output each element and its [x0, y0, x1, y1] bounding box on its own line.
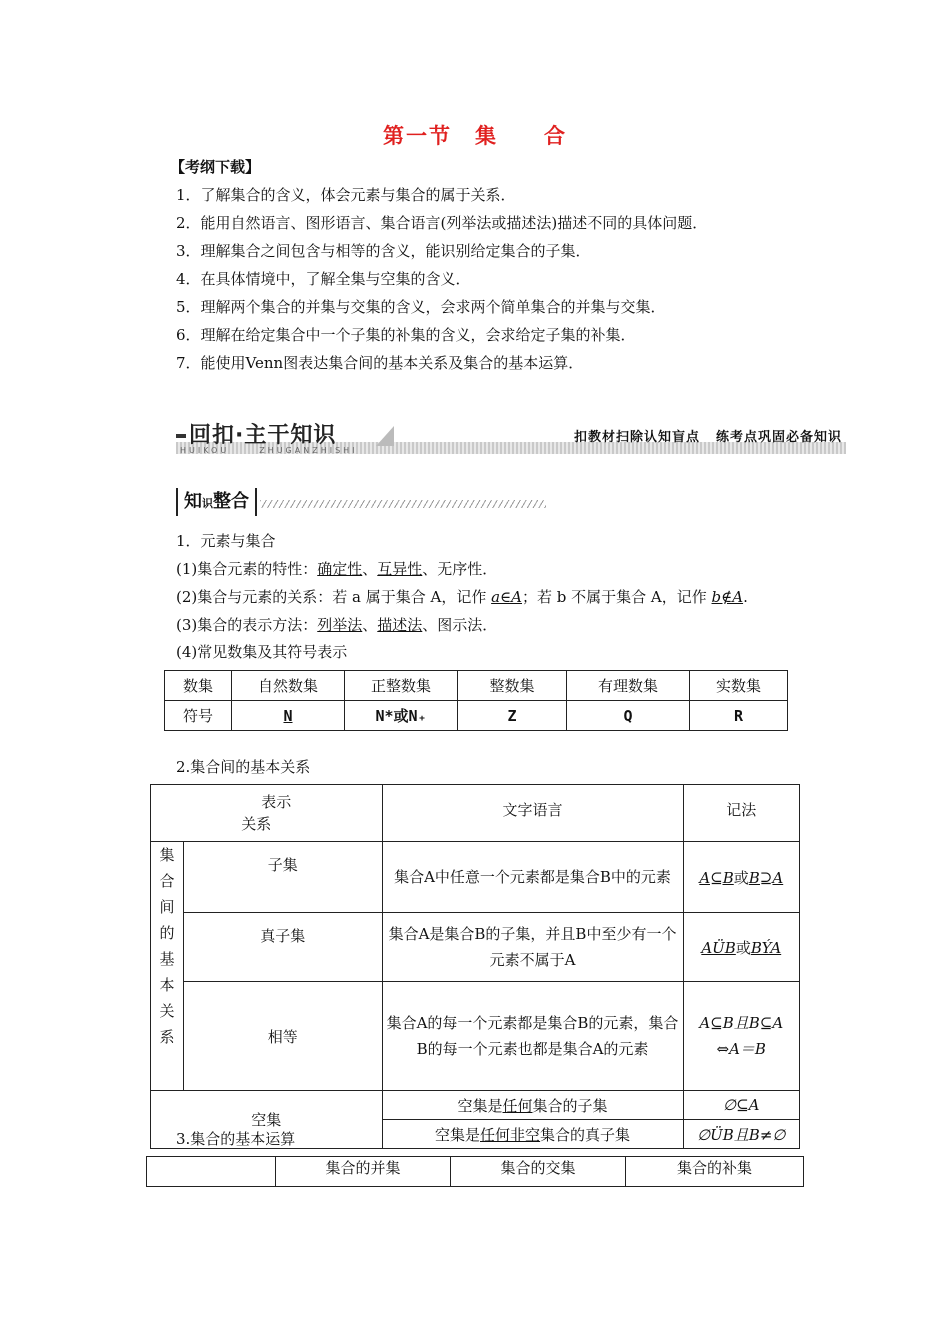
underlined-term: b∉A: [711, 588, 744, 606]
text: (1)集合元素的特性：: [176, 560, 318, 578]
table-cell: 子集: [184, 842, 383, 913]
knowledge-char: 知: [184, 491, 202, 512]
text: .: [743, 588, 748, 606]
group-label: 集合间的基本关系: [151, 842, 184, 1091]
section1-p4: (4)常见数集及其符号表示: [176, 643, 348, 661]
table-cell: 集合的并集: [276, 1157, 451, 1187]
notation: B⊇A: [748, 868, 784, 887]
text: 、无序性．: [422, 560, 498, 578]
underlined-term: 列举法: [317, 616, 363, 634]
table-row: [165, 701, 788, 731]
text: ；若 b 不属于集合 A，记作: [522, 588, 712, 606]
notation: A⊆B且B⊆A: [699, 1014, 784, 1032]
outline-item: 6．理解在给定集合中一个子集的补集的含义，会求给定子集的补集．: [176, 326, 636, 344]
table-cell: 自然数集: [232, 671, 345, 701]
outline-item: 1．了解集合的含义，体会元素与集合的属于关系．: [176, 186, 516, 204]
banner-sub-left: HUIKOU: [180, 446, 230, 455]
underlined-term: 任何: [502, 1096, 533, 1115]
table-cell: [683, 982, 799, 1091]
section1-heading: 1．元素与集合: [176, 532, 276, 550]
underlined-term: 任何非空: [480, 1125, 541, 1144]
table-cell: 空集: [151, 1091, 383, 1149]
notation: AÜB: [701, 938, 736, 957]
text: 集合的子集: [532, 1096, 608, 1115]
text: (2)集合与元素的关系：若 a 属于集合 A，记作: [176, 588, 492, 606]
section1-p3: [176, 614, 497, 636]
banner-title-text: 回扣·主干知识: [189, 423, 337, 448]
banner-subtitle: [180, 446, 388, 455]
section-banner: [176, 418, 846, 454]
notation: ⇔A＝B: [716, 1040, 766, 1058]
table-cell: 集合A中任意一个元素都是集合B中的元素: [382, 842, 683, 913]
underlined-term: 确定性: [317, 560, 363, 578]
table-cell: 符号: [165, 701, 232, 731]
table-header-cell: 文字语言: [382, 785, 683, 842]
underlined-term: 互异性: [377, 560, 423, 578]
section3-heading: 3.集合的基本运算: [176, 1130, 296, 1148]
text: 或: [735, 938, 751, 957]
table-cell: 集合A是集合B的子集，并且B中至少有一个元素不属于A: [382, 913, 683, 982]
outline-item: 4．在具体情境中，了解全集与空集的含义．: [176, 270, 471, 288]
table-cell: [382, 1091, 683, 1120]
table-cell: ∅ÜB且B≠∅: [683, 1120, 799, 1149]
text: 或: [733, 868, 749, 887]
text: 空集是: [457, 1096, 503, 1115]
table-row: [151, 913, 800, 982]
table-cell: 集合的交集: [451, 1157, 626, 1187]
table-cell: [683, 913, 799, 982]
text: 、: [362, 616, 378, 634]
table-row: [151, 785, 800, 842]
table-header-cell: [151, 785, 383, 842]
table-cell: R: [690, 701, 788, 731]
outline-item: 3．理解集合之间包含与相等的含义，能识别给定集合的子集．: [176, 242, 591, 260]
head-top: 表示: [261, 793, 292, 811]
table-cell: ∅⊆A: [683, 1091, 799, 1120]
banner-title: [176, 418, 396, 446]
banner-sub-right: ZHUGANZHISHI: [259, 446, 358, 455]
banner-wedge-icon: [376, 426, 394, 446]
table-row: [147, 1157, 804, 1187]
notation: BÝA: [750, 938, 782, 957]
table-cell: N: [232, 701, 345, 731]
table-cell: 正整数集: [345, 671, 458, 701]
table-cell: 整数集: [458, 671, 567, 701]
table-cell: N*或N₊: [345, 701, 458, 731]
table-cell: 数集: [165, 671, 232, 701]
knowledge-label: [176, 488, 257, 516]
table-cell: 真子集: [184, 913, 383, 982]
table-row: [151, 982, 800, 1091]
outline-item: 7．能使用Venn图表达集合间的基本关系及集合的基本运算．: [176, 354, 584, 372]
text: 空集是: [434, 1125, 480, 1144]
table-cell: Q: [567, 701, 690, 731]
table-header-cell: 记法: [683, 785, 799, 842]
table-cell: [147, 1157, 276, 1187]
outline-heading: 【考纲下载】: [170, 158, 261, 176]
set-operations-table: [146, 1156, 804, 1187]
section1-p1: [176, 558, 497, 580]
underlined-term: 描述法: [377, 616, 423, 634]
banner-slogan-1: 扣教材扫除认知盲点: [573, 430, 700, 445]
number-sets-table: [164, 670, 788, 731]
table-cell: Z: [458, 701, 567, 731]
underlined-term: a∈A: [491, 588, 522, 606]
outline-item: 2．能用自然语言、图形语言、集合语言(列举法或描述法)描述不同的具体问题．: [176, 214, 708, 232]
table-cell: [683, 842, 799, 913]
table-row: [151, 842, 800, 913]
section2-heading: 2.集合间的基本关系: [176, 758, 311, 776]
set-relations-table: [150, 784, 800, 1149]
outline-list: [176, 184, 707, 380]
table-cell: 集合的补集: [626, 1157, 804, 1187]
table-cell: [382, 1120, 683, 1149]
knowledge-hatch: [260, 500, 546, 508]
banner-bar-icon: [176, 434, 186, 438]
knowledge-char: 整合: [213, 491, 249, 512]
table-row: [151, 1091, 800, 1120]
knowledge-tag: [176, 488, 546, 520]
table-row: [165, 671, 788, 701]
text: 集合的真子集: [540, 1125, 631, 1144]
text: 、图示法．: [422, 616, 498, 634]
section1-p2: [176, 586, 748, 608]
text: 、: [362, 560, 378, 578]
banner-slogan: [558, 426, 842, 445]
table-cell: 实数集: [690, 671, 788, 701]
page-title: 第一节 集 合: [383, 124, 567, 148]
head-bottom: 关系: [241, 815, 272, 833]
banner-slogan-2: 练考点巩固必备知识: [715, 430, 842, 445]
table-cell: 相等: [184, 982, 383, 1091]
table-cell: 集合A的每一个元素都是集合B的元素，集合B的每一个元素也都是集合A的元素: [382, 982, 683, 1091]
text: (3)集合的表示方法：: [176, 616, 318, 634]
knowledge-char-small: 识: [202, 497, 213, 510]
notation: A⊆B: [699, 868, 734, 887]
table-cell: 有理数集: [567, 671, 690, 701]
outline-item: 5．理解两个集合的并集与交集的含义，会求两个简单集合的并集与交集．: [176, 298, 666, 316]
